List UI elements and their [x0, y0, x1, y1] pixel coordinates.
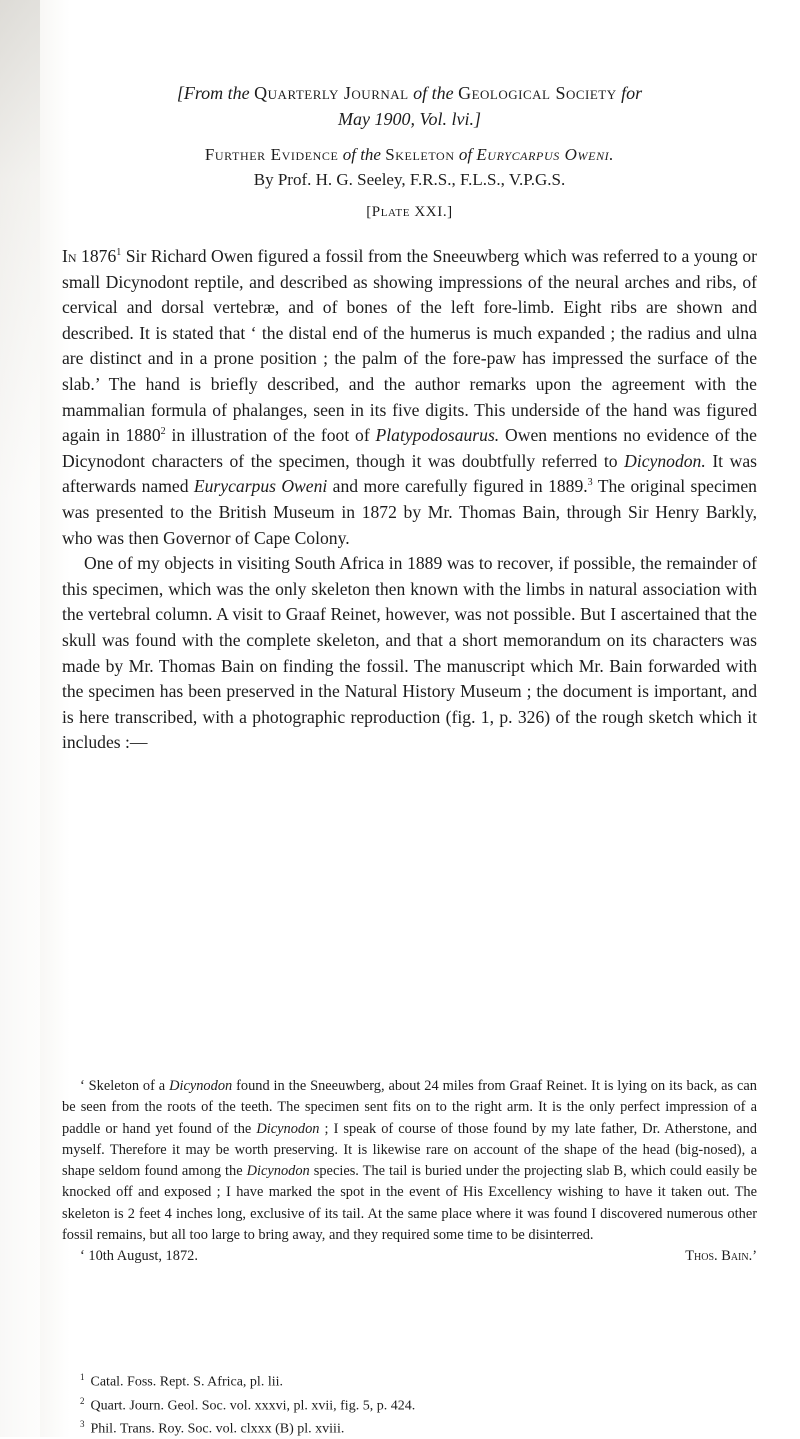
title-of: of [454, 145, 477, 164]
paragraph-1-text-d: It was afterwards named [62, 450, 757, 497]
source-date-volume: May 1900, Vol. lvi.] [338, 109, 481, 129]
quote-genus-3: Dicynodon [246, 1163, 310, 1180]
footnote-ref-1[interactable]: 1 [116, 247, 122, 259]
footnote-text: Quart. Journ. Geol. Soc. vol. xxxvi, pl. xvii, fig. 5, p. 424. [90, 1398, 416, 1414]
quote-text-a: ‘ Skeleton of a [80, 1078, 170, 1094]
source-for: for [616, 83, 643, 103]
title-genus: Eurycarpus Oweni. [476, 145, 615, 164]
year-text: 1876 [76, 246, 117, 266]
footnote-ref-3[interactable]: 3 [587, 477, 593, 489]
footnote-text: Phil. Trans. Roy. Soc. vol. clxxx (B) pl. xviii. [90, 1421, 345, 1437]
title-prefix: Further Evidence [204, 145, 339, 164]
source-prefix: [From the [176, 83, 255, 103]
quote-genus-1: Dicynodon [169, 1078, 233, 1094]
drop-word: In [62, 246, 77, 266]
quote-text-c: ; I speak of course of those found by my late father, Dr. Atherstone, and myself. Therefore it may be worth preserving. It is likewise rare on account of the shape of the head (big-nosed), a shape seldom found among the [62, 1120, 757, 1180]
plate-reference: [Plate XXI.] [366, 204, 453, 220]
memorandum-text [62, 1076, 757, 1246]
title-of-the: of the [338, 145, 386, 164]
quote-text-b: found in the Sneeuwberg, about 24 miles from Graaf Reinet. It is lying on its back, as can be seen from the roots of the teeth. The specimen sent fits on to the right arm. It is the only perfect impression of a paddle or hand yet found of the [62, 1078, 757, 1137]
quote-genus-2: Dicynodon [256, 1120, 320, 1137]
article-body [62, 244, 757, 756]
paragraph-1-text-f: The original specimen was presented to the British Museum in 1872 by Mr. Thomas Bain, through Sir Henry Barkly, who was then Governor of Cape Colony. [62, 476, 757, 548]
source-line [62, 80, 757, 132]
footnote-ref-2[interactable]: 2 [160, 426, 166, 438]
title-skeleton: Skeleton [385, 145, 455, 164]
paragraph-1-text-e: and more carefully figured in 1889. [327, 476, 588, 497]
paragraph-2: One of my objects in visiting South Africa in 1889 was to recover, if possible, the remainder of this specimen, which was the only skeleton then known with the limbs in natural association with the vertebral column. A visit to Graaf Reinet, however, was not possible. But I ascertained that the skull was found with the complete skeleton, and that a short memorandum on its characters was made by Mr. Thomas Bain on finding the fossil. The manuscript which Mr. Bain forwarded with the specimen has been preserved in the Natural History Museum ; the document is important, and is here transcribed, with a photographic reproduction (fig. 1, p. 326) of the rough sketch which it includes :— [62, 553, 757, 753]
footnote-text: Catal. Foss. Rept. S. Africa, pl. lii. [90, 1374, 283, 1390]
paper-title [62, 142, 757, 192]
footnote [80, 1368, 680, 1392]
author-byline: By Prof. H. G. Seeley, F.R.S., F.L.S., V.P.G.S. [253, 170, 566, 189]
memorandum-signature: Thos. Bain.’ [685, 1248, 757, 1265]
memorandum-date: ‘ 10th August, 1872. [80, 1248, 198, 1265]
footnotes [80, 1368, 680, 1439]
memorandum-signoff [62, 1246, 757, 1267]
society-name: Geological Society [458, 83, 617, 103]
quote-text-d: species. The tail is buried under the projecting slab B, which could easily be knocked off and exposed ; I have marked the spot in the event of His Excellency wishing to have it taken out. The skeleton is 2 feet 4 inches long, exclusive of its tail. At the same place where it was found I discovered numerous other fossil remains, but all too large to bring away, and they required some time to be disinterred. [62, 1163, 757, 1244]
journal-name: Quarterly Journal [254, 83, 409, 103]
paragraph-1-text-b: in illustration of the foot of [165, 425, 376, 446]
paragraph-1 [62, 244, 757, 551]
footnote-mark: 1 [80, 1372, 85, 1382]
bain-memorandum [62, 1076, 757, 1268]
footnote-mark: 2 [80, 1395, 85, 1406]
genus-dicynodon: Dicynodon. [624, 450, 706, 471]
paragraph-1-text-c: Owen mentions no evidence of the Dicynodont characters of the specimen, though it was doubtfully referred to [62, 425, 757, 471]
paragraph-1-text-a: Sir Richard Owen figured a fossil from the Sneeuwberg which was referred to a young or small Dicynodont reptile, and described as showing impressions of the neural arches and ribs, of cervical and dorsal vertebræ, and of bones of the left fore-limb. Eight ribs are shown and described. It is stated that ‘ the distal end of the humerus is much expanded ; the radius and ulna are distinct and in a prone position ; the palm of the fore-paw has impressed the surface of the slab.’ The hand is briefly described, and the author remarks upon the agreement with the mammalian formula of phalanges, seen in its five digits. This underside of the hand was figured again in 1880 [62, 246, 757, 446]
source-of-the: of the [408, 83, 459, 103]
footnote [80, 1415, 680, 1439]
footnote-mark: 3 [80, 1419, 85, 1430]
genus-platypodosaurus: Platypodosaurus. [375, 425, 500, 446]
genus-eurycarpus: Eurycarpus Oweni [193, 476, 328, 497]
footnote [80, 1392, 680, 1416]
